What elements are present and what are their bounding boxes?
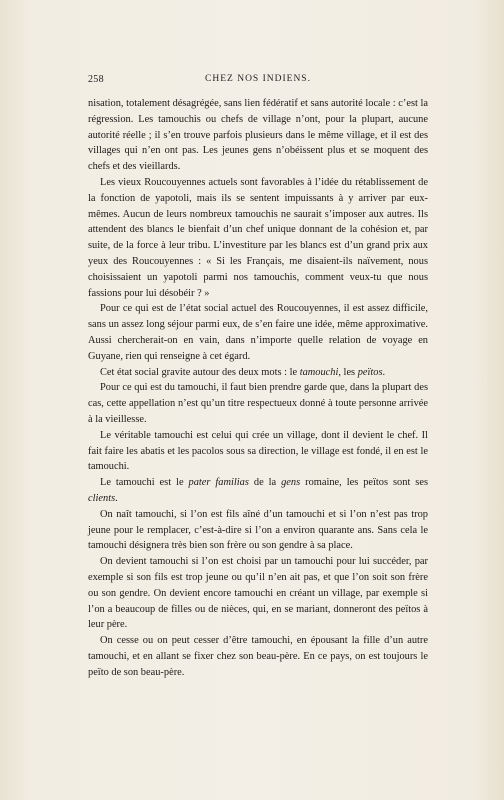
- italic-term: tamouchi: [299, 366, 339, 378]
- text-segment: .: [382, 366, 386, 378]
- italic-term: pater familias: [188, 477, 249, 489]
- text-segment: On cesse ou on peut cesser d’être tamouchi, en épousant la fille d’un autre tamouchi, et en allant se fixer chez son beau-père. En ce pays, on est toujours le peïto de son beau-père.: [88, 635, 428, 678]
- paragraph: [88, 380, 428, 427]
- paragraph: [88, 96, 428, 175]
- text-segment: Les vieux Roucouyennes actuels sont favorables à l’idée du rétablissement de la fonction de yapotoli, mais ils se sentent impuissants à y arriver par eux-mêmes. Aucun de leurs nombreux tamouchis ne saurait s’imposer aux autres. Ils attendent des blancs le bienfait d’un chef unique donnant de la cohésion et, par suite, de la force à leur tribu. L’investiture par les blancs est d’un grand prix aux yeux des Roucouyennes : « Si les Français, me disaient-ils naïvement, nous choisissaient un yapotoli parmi nos tamouchis, comment veux-tu que nous fassions pour lui désobéir ? »: [88, 176, 428, 299]
- text-segment: Le véritable tamouchi est celui qui crée un village, dont il devient le chef. Il fait faire les abatis et les pacolos sous sa direction, le village est fondé, il en est le tamouchi.: [88, 429, 428, 473]
- paragraph: [88, 365, 428, 381]
- text-segment: de la: [248, 477, 282, 489]
- paragraph: [88, 633, 428, 680]
- text-segment: Le tamouchi est le: [100, 477, 189, 489]
- paragraph: [88, 554, 428, 633]
- paragraph: [88, 428, 428, 475]
- text-segment: On naît tamouchi, si l’on est fils aîné d’un tamouchi et si l’on n’est pas trop jeune pour le remplacer, c’est-à-dire si l’on a environ quarante ans. Sans cela le tamouchi désignera très bien son frère ou son gendre à sa place.: [88, 508, 428, 552]
- paragraph: [88, 301, 428, 364]
- italic-term: peïtos: [357, 366, 383, 378]
- text-segment: romaine, les peïtos sont ses: [300, 477, 428, 489]
- text-segment: Cet état social gravite autour des deux mots : le: [100, 366, 300, 378]
- page-number: 258: [88, 74, 104, 85]
- running-title: CHEZ NOS INDIENS.: [205, 74, 311, 84]
- italic-term: gens: [281, 477, 301, 489]
- text-segment: On devient tamouchi si l’on est choisi par un tamouchi pour lui succéder, par exemple si son fils est trop jeune ou qu’il n’en ait pas, et que l’on soit son frère ou son gendre. On devient encore tamouchi en créant un village, par exemple si l’on a beaucoup de filles ou de nièces, qui, en se mariant, donneront des peïtos à leur père.: [88, 556, 428, 631]
- body-text: [88, 96, 428, 680]
- text-segment: nisation, totalement désagrégée, sans lien fédératif et sans autorité locale : c’est la régression. Les tamouchis ou chefs de village n’ont, pour la plupart, aucune autorité réelle ; il s’en trouve parfois plusieurs dans le même village, et il est des villages qui n’en ont pas. Les jeunes gens n’obéissent plus et se moquent des chefs et des vieillards.: [88, 98, 428, 173]
- text-segment: .: [115, 492, 118, 504]
- text-segment: Pour ce qui est du tamouchi, il faut bien prendre garde que, dans la plupart des cas, cette appellation n’est qu’un titre respectueux donné à toute personne arrivée à la vieillesse.: [88, 382, 428, 425]
- italic-term: clients: [88, 492, 116, 504]
- paragraph: [88, 175, 428, 301]
- paragraph: [88, 475, 428, 507]
- paragraph: [88, 507, 428, 554]
- text-segment: , les: [338, 366, 358, 378]
- page-header: [88, 74, 428, 88]
- text-segment: Pour ce qui est de l’état social actuel des Roucouyennes, il est assez difficile, sans un assez long séjour parmi eux, de s’en faire une idée, même approximative. Aussi chercherait-on en vain, dans n’importe quelle relation de voyage en Guyane, rien qui renseigne à cet égard.: [88, 303, 428, 362]
